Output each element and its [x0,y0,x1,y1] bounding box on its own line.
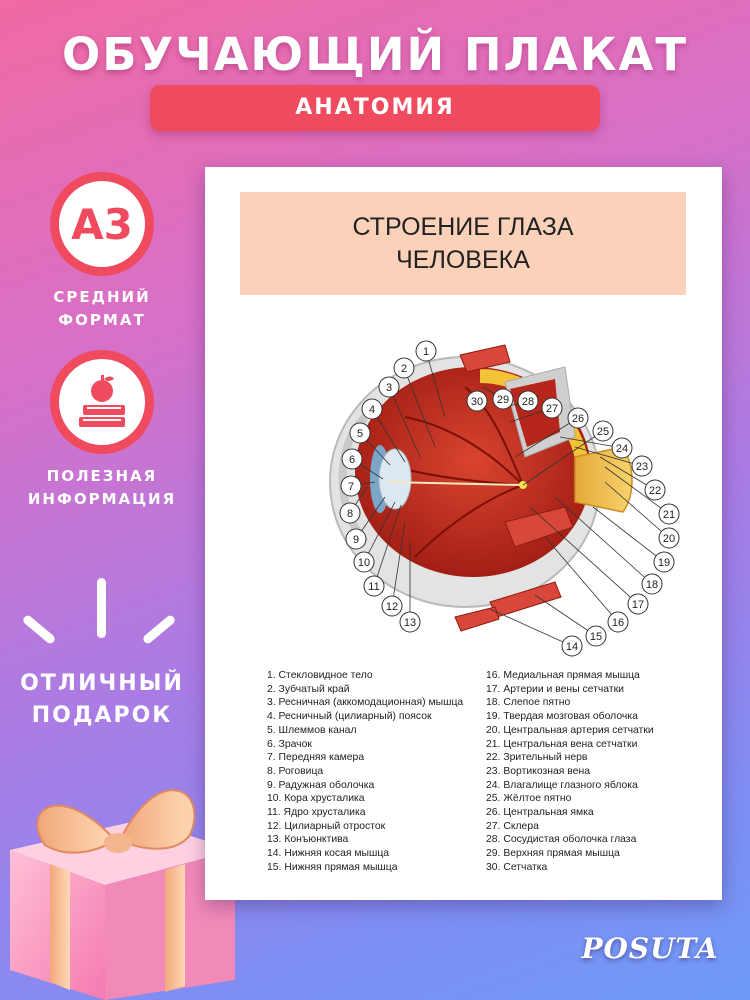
callout-number: 19 [657,557,671,569]
legend-item: 5. Шлеммов канал [267,724,357,736]
callout-number: 21 [662,509,676,521]
decor-ray-left [22,614,57,645]
legend-item: 13. Конъюнктива [267,834,349,846]
format-badge-value: А3 [71,199,133,249]
legend-item: 18. Слепое пятно [486,697,571,709]
subtitle-banner: АНАТОМИЯ [150,85,600,131]
legend-item: 30. Сетчатка [486,861,548,873]
legend-item: 11. Ядро хрусталика [267,807,366,819]
callout-line [593,507,664,562]
legend-item: 27. Склера [486,820,539,832]
eye-diagram [205,307,722,662]
legend-item: 6. Зрачок [267,738,312,750]
brand-logo: POSUTA [581,932,719,965]
callout-line [535,595,596,636]
legend-item: 12. Цилиарный отросток [267,820,386,832]
legend-item: 1. Стекловидное тело [267,670,373,681]
inferior-oblique-muscle [455,607,499,631]
callout-number: 8 [346,508,354,520]
poster-title-line1: СТРОЕНИЕ ГЛАЗА [352,212,574,241]
legend-left-column [267,669,463,875]
callout-number: 27 [545,403,559,415]
legend-item: 20. Центральная артерия сетчатки [486,724,654,736]
legend-item: 10. Кора хрусталика [267,793,365,805]
format-label [20,286,184,332]
poster-sheet [205,167,722,900]
callout-number: 18 [645,579,659,591]
gift-text-line1: ОТЛИЧНЫЙ [20,671,184,696]
legend-item: 4. Ресничный (цилиарный) поясок [267,711,432,723]
legend-item: 22. Зрительный нерв [486,752,588,764]
info-label [20,465,184,511]
legend-item: 14. Нижняя косая мышца [267,848,390,860]
callout-number: 10 [357,557,371,569]
legend-item: 15. Нижняя прямая мышца [267,861,398,873]
poster-title-line2: ЧЕЛОВЕКА [396,245,530,274]
callout-number: 15 [589,631,603,643]
callout-number: 30 [470,396,484,408]
legend-item: 3. Ресничная (аккомодационная) мышца [267,697,464,709]
legend-item: 9. Радужная оболочка [267,779,375,791]
callout-number: 2 [400,363,408,375]
info-badge [50,350,154,454]
info-label-line1: ПОЛЕЗНАЯ [46,467,158,485]
legend-item: 17. Артерии и вены сетчатки [486,683,624,695]
callout-number: 6 [348,454,356,466]
gift-box-icon [0,740,240,1000]
main-title: ОБУЧАЮЩИЙ ПЛАКАТ [61,28,689,81]
legend-item: 25. Жёлтое пятно [486,793,572,805]
callout-number: 25 [596,426,610,438]
legend-right-column [486,669,654,875]
callout-number: 1 [422,346,430,358]
callout-number: 9 [352,534,360,546]
callout-number: 4 [368,404,376,416]
format-badge [50,172,154,276]
callout-number: 13 [403,617,417,629]
poster-title-block [240,192,686,295]
legend-item: 21. Центральная вена сетчатки [486,738,638,750]
callout-number: 14 [565,641,579,653]
callout-number: 28 [521,396,535,408]
legend-item: 7. Передняя камера [267,752,365,764]
callout-number: 16 [611,617,625,629]
callout-number: 3 [385,382,393,394]
decor-ray-middle [97,578,106,638]
callout-number: 23 [635,461,649,473]
decor-ray-right [142,614,177,645]
legend-item: 23. Вортикозная вена [486,765,590,777]
gift-text-line2: ПОДАРОК [31,703,173,728]
legend-item: 28. Сосудистая оболочка глаза [486,834,637,846]
callout-number: 26 [571,413,585,425]
callout-number: 29 [496,394,510,406]
callout-number: 17 [631,599,645,611]
callout-number: 22 [648,485,662,497]
apple-books-icon [71,371,133,433]
callout-number: 24 [615,443,629,455]
callout-line [490,609,572,646]
gift-text [20,668,184,732]
callout-number: 11 [368,581,380,593]
callout-number: 12 [385,601,399,613]
legend-item: 8. Роговица [267,765,324,777]
legend-item: 29. Верхняя прямая мышца [486,848,620,860]
format-label-line1: СРЕДНИЙ [53,288,151,306]
legend-item: 16. Медиальная прямая мышца [486,670,640,681]
callout-number: 5 [356,428,364,440]
legend-item: 24. Влагалище глазного яблока [486,779,638,791]
callout-number: 7 [347,481,355,493]
info-label-line2: ИНФОРМАЦИЯ [27,490,177,508]
legend-item: 26. Центральная ямка [486,807,594,819]
format-label-line2: ФОРМАТ [58,311,146,329]
legend-item: 19. Твердая мозговая оболочка [486,711,638,723]
legend-item: 2. Зубчатый край [267,683,350,695]
callout-number: 20 [662,533,676,545]
